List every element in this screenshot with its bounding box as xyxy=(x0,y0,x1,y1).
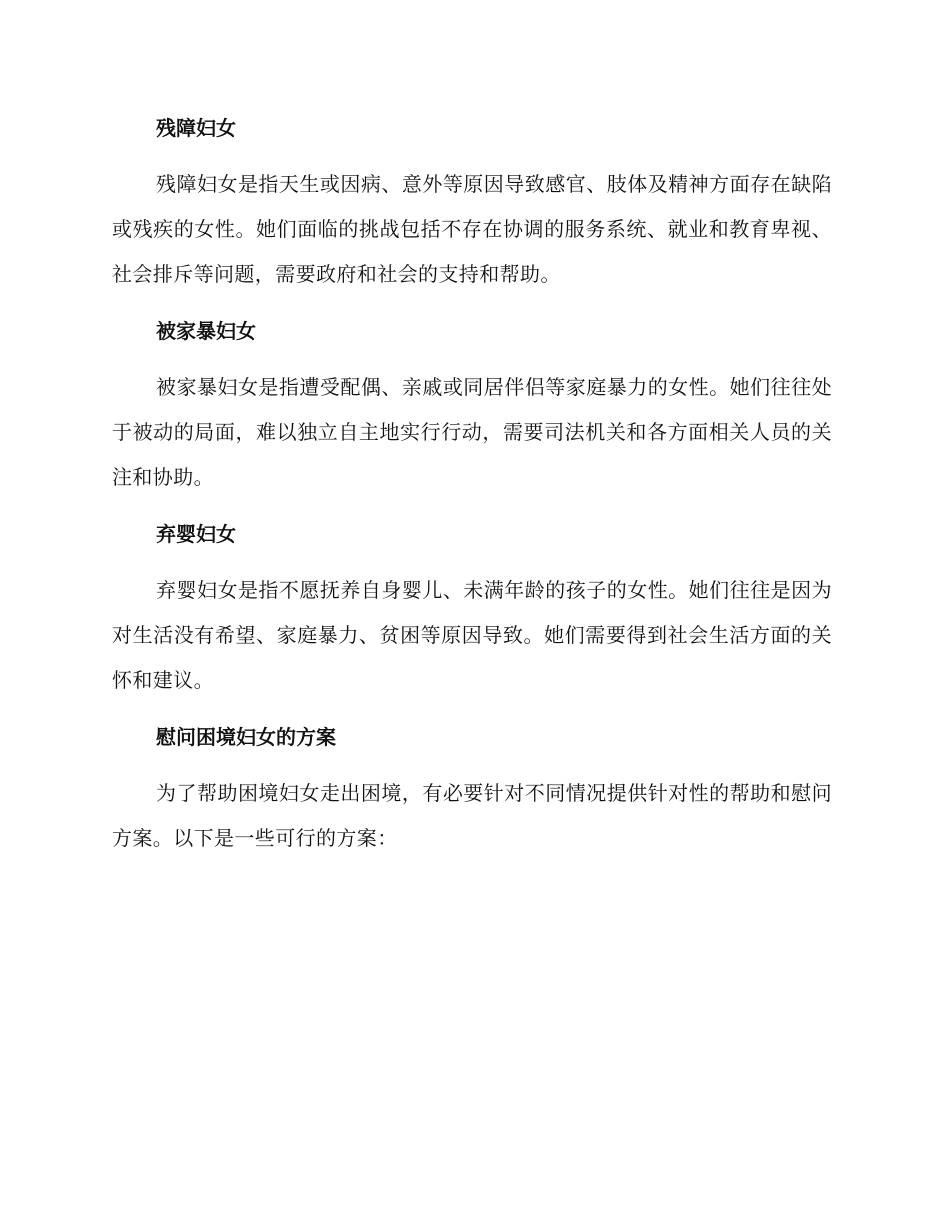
section-heading-disabled-women: 残障妇女 xyxy=(156,116,236,140)
document-content xyxy=(112,112,832,879)
section-heading-domestic-violence-women: 被家暴妇女 xyxy=(156,319,256,343)
section-body-domestic-violence-women: 被家暴妇女是指遭受配偶、亲戚或同居伴侣等家庭暴力的女性。她们往往处于被动的局面，难以独立自主地实行行动，需要司法机关和各方面相关人员的关注和协助。 xyxy=(112,375,832,489)
section-heading-abandoning-mothers: 弃婴妇女 xyxy=(156,522,236,546)
section-heading-relief-plan: 慰问困境妇女的方案 xyxy=(156,725,336,749)
section-body-abandoning-mothers: 弃婴妇女是指不愿抚养自身婴儿、未满年龄的孩子的女性。她们往往是因为对生活没有希望、家庭暴力、贫困等原因导致。她们需要得到社会生活方面的关怀和建议。 xyxy=(112,578,832,692)
section-body-disabled-women: 残障妇女是指天生或因病、意外等原因导致感官、肢体及精神方面存在缺陷或残疾的女性。她们面临的挑战包括不存在协调的服务系统、就业和教育卑视、社会排斥等问题，需要政府和社会的支持和帮助。 xyxy=(112,172,832,286)
section-body-relief-plan: 为了帮助困境妇女走出困境，有必要针对不同情况提供针对性的帮助和慰问方案。以下是一些可行的方案： xyxy=(112,781,832,850)
